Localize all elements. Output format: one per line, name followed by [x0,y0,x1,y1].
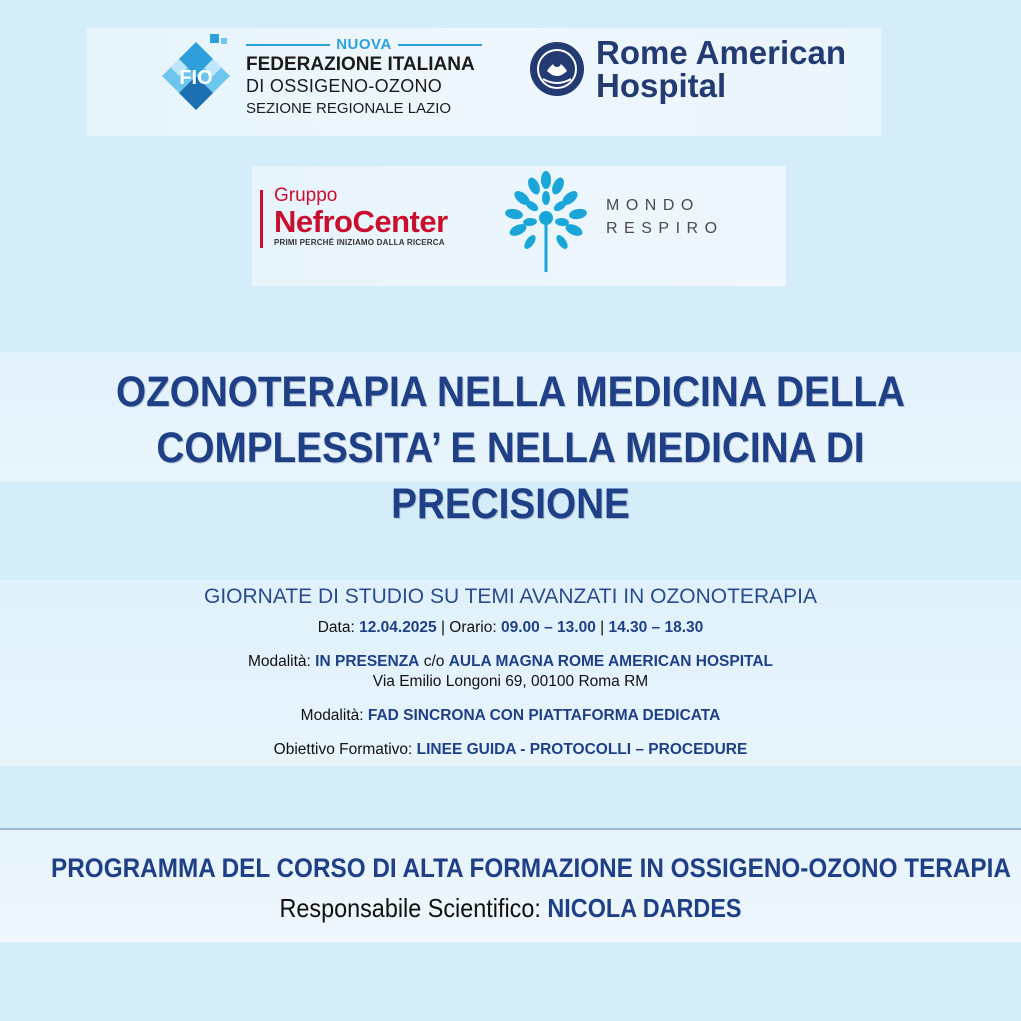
nefrocenter-bar [260,190,263,248]
fio-line1: FEDERAZIONE ITALIANA [246,54,475,75]
fio-line3: SEZIONE REGIONALE LAZIO [246,100,452,117]
mondo-respiro-line2: RESPIRO [606,220,724,237]
date-time-row [0,618,1021,638]
online-row [0,706,1021,726]
date-label: Data: [317,619,360,636]
fio-logo-text [246,36,482,119]
in-person-row [0,652,1021,672]
venue-address: Via Emilio Longoni 69, 00100 Roma RM [372,673,649,690]
time-separator-2: | [595,619,609,636]
mondo-respiro-logo-text [606,194,724,240]
objective-label: Obiettivo Formativo: [273,741,417,758]
rome-american-hospital-logo-icon [529,41,585,97]
date-value: 12.04.2025 [359,619,437,636]
event-subtitle: GIORNATE DI STUDIO SU TEMI AVANZATI IN OZONOTERAPIA [204,585,817,608]
rome-american-hospital-logo-text [596,36,846,102]
nefrocenter-tagline: PRIMI PERCHÉ INIZIAMO DALLA RICERCA [274,238,445,247]
scientific-lead-label: Responsabile Scientifico: [279,893,548,923]
online-value: FAD SINCRONA CON PIATTAFORMA DEDICATA [367,707,721,724]
rah-line1: Rome American [596,34,847,71]
nefrocenter-name: NefroCenter [274,204,448,239]
objective-value: LINEE GUIDA - PROTOCOLLI – PROCEDURE [416,741,748,758]
event-title-line2: COMPLESSITA’ E NELLA MEDICINA DI PRECISIONE [156,424,865,528]
fio-logo-icon [158,32,234,114]
mondo-respiro-line1: MONDO [606,197,700,214]
modality-label-2: Modalità: [300,707,368,724]
mondo-respiro-tree-icon [500,170,592,274]
event-title [51,364,970,532]
time-separator: | Orario: [436,619,501,636]
scientific-lead-name: NICOLA DARDES [547,893,742,923]
fio-line2: DI OSSIGENO-OZONO [246,76,443,96]
morning-time: 09.00 – 13.00 [501,619,596,636]
nefrocenter-logo [260,186,470,247]
modality-label: Modalità: [247,653,316,670]
care-of: c/o [419,653,449,670]
scientific-lead-row [51,892,970,924]
nefrocenter-gruppo: Gruppo [274,185,338,206]
objective-row [0,740,1021,760]
afternoon-time: 14.30 – 18.30 [608,619,704,636]
programma-title: PROGRAMMA DEL CORSO DI ALTA FORMAZIONE IN OSSIGENO-OZONO TERAPIA [51,853,1011,883]
event-info [0,584,1021,760]
fio-nuova: NUOVA [336,36,392,53]
in-person-value: IN PRESENZA [315,653,420,670]
programma-section [0,850,1021,924]
venue-name: AULA MAGNA ROME AMERICAN HOSPITAL [448,653,774,670]
event-title-line1: OZONOTERAPIA NELLA MEDICINA DELLA [115,368,906,416]
fio-mark-letters: FIO [179,67,213,89]
rah-line2: Hospital [596,67,727,104]
fio-divider-left [246,44,330,46]
fio-divider-right [398,44,482,46]
